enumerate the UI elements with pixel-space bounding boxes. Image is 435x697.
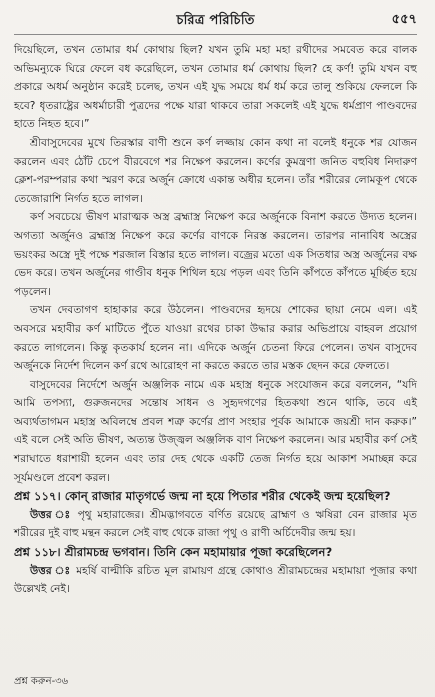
answer-text: মহর্ষি বাল্মীকি রচিত মূল রামায়ণ গ্রন্থে কোথাও শ্রীরামচন্দ্রের মহামায়া পূজার কথা উল্লেখই নেই। [14, 564, 417, 596]
answer-label: উত্তর ঃ [30, 564, 72, 577]
paragraph-1: দিয়েছিলে, তখন তোমার ধর্ম কোথায় ছিল? যখন তুমি মহা মহা রথীদের সমবেত করে বালক অভিমন্যুকে ঘিরে ফেলে বধ করেছিলে, তখন তোমার ধর্ম কোথায় ছিল? হে কর্ণ! তুমি যখন বহু প্রকারে অধর্ম অনুষ্ঠান করেই চলেছ, তখন এই যুদ্ধ সময়ে ধর্ম ধর্ম করে তালু শুকিয়ে ফেললে কি হবে? ধৃতরাষ্ট্রের অধর্মাচারী পুত্রদের পক্ষে যারা থাকবে তারা সকলেই এই যুদ্ধে ধর্মপ্রাণ পাণ্ডবদের হাতে নিহত হবে।” [14, 44, 417, 131]
question-number: প্রশ্ন ১১৮। [14, 545, 61, 560]
question-number: প্রশ্ন ১১৭। [14, 489, 61, 504]
answer-label: উত্তর ঃ [30, 508, 73, 521]
page-number: ৫৫৭ [391, 12, 417, 27]
paragraph-4: তখন দেবতাগণ হাহাকার করে উঠলেন। পাণ্ডবদের হৃদয়ে শোকের ছায়া নেমে এল। এই অবসরে মহাবীর কর্ণ মাটিতে পুঁতে যাওয়া রথের চাকা উদ্ধার করার অভিপ্রায়ে বাহবল প্রয়োগ করতে লাগলেন। কিন্তু কৃতকার্য হলেন না। এদিকে অর্জুন চেতনা ফিরে পেলেন। তখন বাসুদেব অর্জুনকে নির্দেশ দিলেন কর্ণ রথে আরোহণ না করতে করতে তার মস্তক ছেদন করে ফেলতে। [14, 304, 417, 373]
answer-text: পৃথু মহারাজের। শ্রীমদ্ভাগবতে বর্ণিত রয়েছে ব্রাহ্মণ ও ঋষিরা বেন রাজার মৃত শরীরের দুই বাহু মন্থন করলে সেই বাহু থেকে রাজা পৃথু ও রাণী অর্চিদেবীর জন্ম হয়। [14, 508, 417, 540]
question-text: শ্রীরামচন্দ্র ভগবান। তিনি কেন মহামায়ার পূজা করেছিলেন? [64, 545, 333, 560]
question-text: কোন্ রাজার মাতৃগর্ভে জন্ম না হয়ে পিতার শরীর থেকেই জন্ম হয়েছিল? [64, 489, 391, 504]
answer-118 [14, 562, 417, 599]
page-footer: প্রশ্ন করুন-৩৬ [14, 676, 69, 687]
paragraph-3: কর্ণ সবচেয়ে ভীষণ মারাত্মক অস্ত্র ব্রহ্মাস্ত্র নিক্ষেপ করে অর্জুনকে বিনাশ করতে উদ্যত হলেন। অগত্যা অর্জুনও ব্রহ্মাস্ত্র নিক্ষেপ করে কর্ণের বাণকে নিরস্ত করলেন। তারপর নানাবিধ অস্ত্রের ভয়ংকর অস্ত্রে দুই পক্ষে শরজাল বিস্তার হতে লাগল। বজ্রের মতো এক সিতধার অস্ত্র অর্জুনের বক্ষ ভেদ করে। তখন অর্জুনের গাণ্ডীব ধনুক শিথিল হয়ে পড়ল এবং তিনি কাঁপতে কাঁপতে মূর্চ্ছিত হয়ে পড়লেন। [14, 211, 417, 298]
paragraph-2: শ্রীবাসুদেবের মুখে তিরস্কার বাণী শুনে কর্ণ লজ্জায় কোন কথা না বলেই ধনুকে শর যোজন করলেন এবং ঠোঁট চেপে বীরবেগে শর নিক্ষেপ করলেন। কর্ণের কুমন্ত্রণা জনিত বহুবিধ নিদারুণ ক্লেশ-পরম্পরার কথা স্মরণ করে অর্জুন ক্রোধে একান্ত অধীর হলেন। তাঁর শরীরের লোমকূপ থেকে তেজোরাশি নির্গত হতে লাগল। [14, 136, 417, 205]
question-117 [14, 487, 417, 506]
page-header [14, 8, 417, 35]
page-body [14, 41, 417, 599]
question-118 [14, 543, 417, 562]
running-title: চরিত্র পরিচিতি [176, 13, 255, 28]
paragraph-5: বাসুদেবের নির্দেশে অর্জুন অঞ্জলিক নামে এক মহাস্ত্র ধনুকে সংযোজন করে বললেন, “যদি আমি তপস্যা, গুরুজনদের সন্তোষ সাধন ও সুহৃদগণের হিতকথা শুনে থাকি, তবে এই অব্যর্থতাগমন মহাস্ত্র অবিলম্বে প্রবল শত্রু কর্ণের প্রাণ সংহার পূর্বক আমাকে জয়শ্রী দান করুক।” এই বলে সেই অতি ভীষণ, অত্যন্ত উজ্জ্বল অঞ্জলিক বাণ নিক্ষেপ করলেন। আর মহাবীর কর্ণ সেই শরাঘাতে ধরাশায়ী হলেন এবং তার দেহ থেকে একটি তেজ নির্গত হয়ে আকাশ সমাচ্ছন্ন করে সূর্যমণ্ডলে প্রবেশ করল। [14, 378, 417, 484]
answer-117 [14, 506, 417, 543]
